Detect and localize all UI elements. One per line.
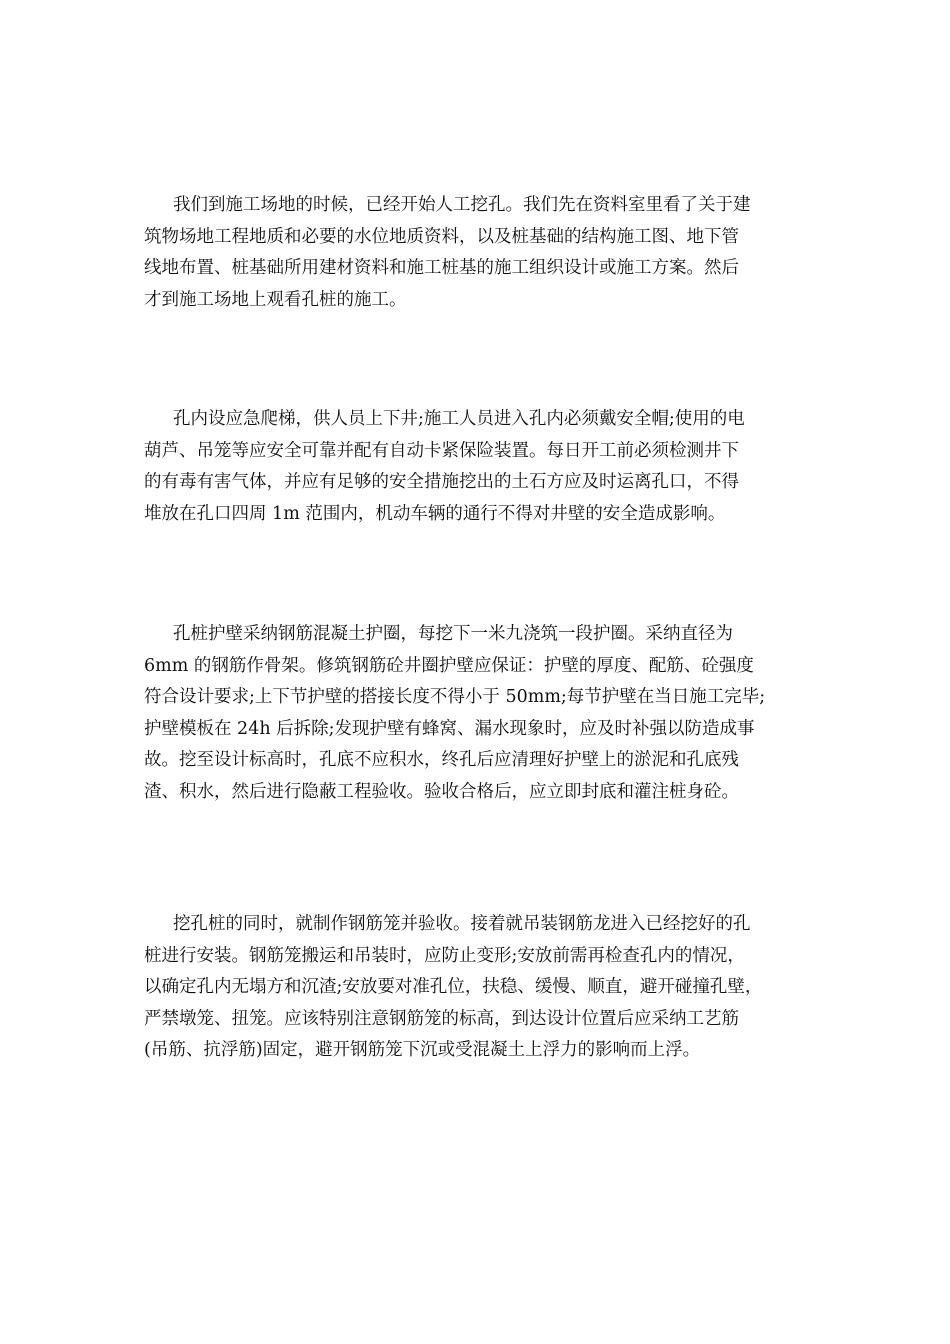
paragraph-line: 严禁墩笼、扭笼。应该特别注意钢筋笼的标高，到达设计位置后应采纳工艺筋 (144, 1008, 739, 1029)
paragraph-4 (144, 909, 814, 1067)
paragraph-line: 筑物场地工程地质和必要的水位地质资料，以及桩基础的结构施工图、地下管 (144, 226, 739, 247)
paragraph-line: 故。挖至设计标高时，孔底不应积水，终孔后应清理好护壁上的淤泥和孔底残 (144, 750, 739, 770)
paragraph-line: (吊筋、抗浮筋)固定，避开钢筋笼下沉或受混凝土上浮力的影响而上浮。 (144, 1040, 701, 1060)
paragraph-line: 我们到施工场地的时候，已经开始人工挖孔。我们先在资料室里看了关于建 (173, 195, 751, 215)
paragraph-line: 以确定孔内无塌方和沉渣;安放要对准孔位，扶稳、缓慢、顺直，避开碰撞孔壁， (144, 977, 763, 997)
paragraph-line: 挖孔桩的同时，就制作钢筋笼并验收。接着就吊装钢筋龙进入已经挖好的孔 (173, 914, 751, 934)
paragraph-line: 孔内设应急爬梯，供人员上下井;施工人员进入孔内必须戴安全帽;使用的电 (173, 409, 745, 429)
paragraph-line: 才到施工场地上观看孔桩的施工。 (144, 289, 407, 310)
paragraph-line: 葫芦、吊笼等应安全可靠并配有自动卡紧保险装置。每日开工前必须检测井下 (144, 440, 739, 461)
paragraph-line: 护壁模板在 24h 后拆除;发现护壁有蜂窝、漏水现象时，应及时补强以防造成事 (144, 718, 755, 739)
paragraph-line: 孔桩护壁采纳钢筋混凝土护圈，每挖下一米九浇筑一段护圈。采纳直径为 (173, 624, 733, 644)
paragraph-line: 的有毒有害气体，并应有足够的安全措施挖出的土石方应及时运离孔口，不得 (144, 472, 739, 492)
paragraph-line: 渣、积水，然后进行隐蔽工程验收。验收合格后，应立即封底和灌注桩身砼。 (144, 781, 739, 802)
paragraph-1 (144, 190, 814, 316)
paragraph-line: 6mm 的钢筋作骨架。修筑钢筋砼井圈护壁应保证：护壁的厚度、配筋、砼强度 (144, 655, 754, 676)
paragraph-line: 符合设计要求;上下节护壁的搭接长度不得小于 50mm;每节护壁在当日施工完毕; (144, 687, 766, 707)
paragraph-2 (144, 404, 814, 530)
paragraph-3 (144, 619, 814, 808)
paragraph-line: 堆放在孔口四周 1m 范围内，机动车辆的通行不得对井壁的安全造成影响。 (144, 503, 726, 524)
paragraph-line: 线地布置、桩基础所用建材资料和施工桩基的施工组织设计或施工方案。然后 (144, 258, 739, 278)
paragraph-line: 桩进行安装。钢筋笼搬运和吊装时，应防止变形;安放前需再检查孔内的情况， (144, 945, 745, 966)
